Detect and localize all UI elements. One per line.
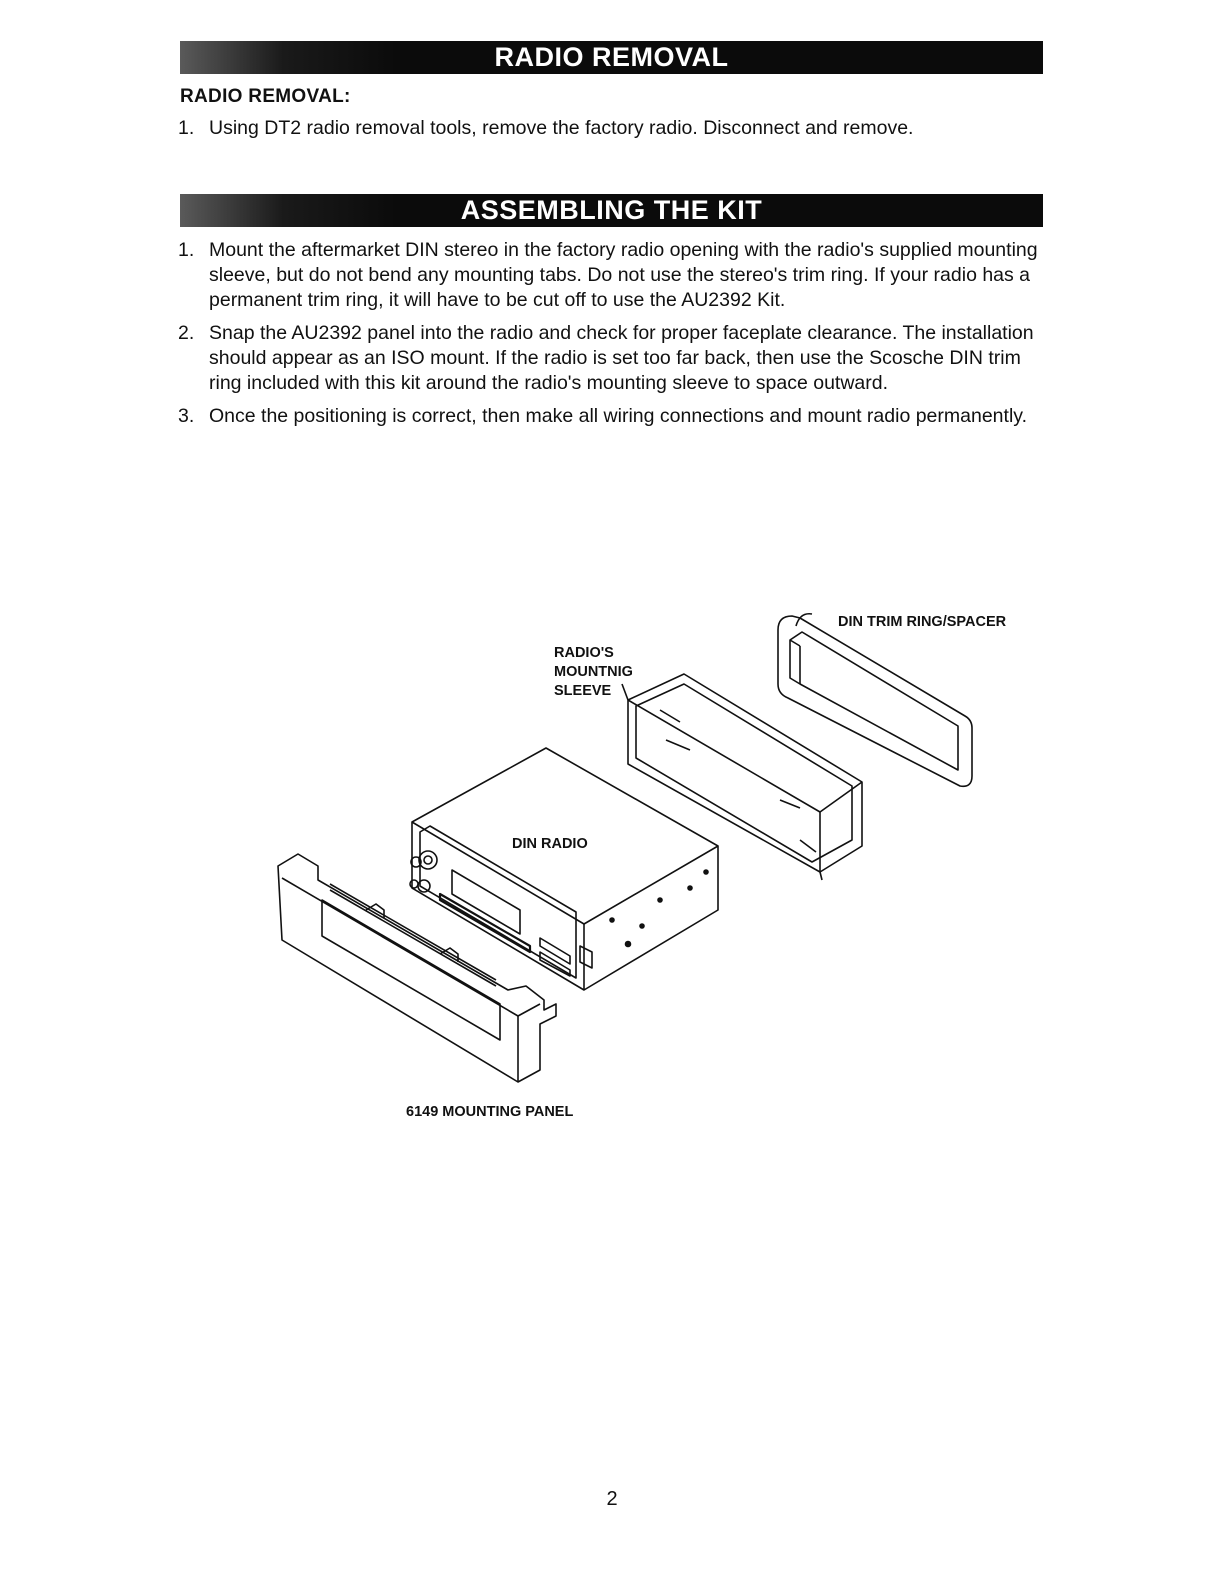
radio-removal-banner-title: RADIO REMOVAL [494,42,729,72]
mounting-panel-drawing [278,854,556,1082]
assembling-step: 2. Snap the AU2392 panel into the radio and check for proper faceplate clearance. The installation should appear as an ISO mount. If the radio is set too far back, then use the Scosche DIN trim ring included with this kit around the radio's mounting sleeve to space outward. [178,322,1034,394]
din-trim-ring-drawing [778,616,972,786]
page-number: 2 [606,1488,618,1510]
label-sleeve-line-2: MOUNTNIG [554,664,633,680]
label-sleeve-line-3: SLEEVE [554,683,612,699]
assembling-banner-title: ASSEMBLING THE KIT [460,195,763,225]
label-din-trim-ring: DIN TRIM RING/SPACER [838,614,1007,630]
radio-removal-step: 1. Using DT2 radio removal tools, remove the factory radio. Disconnect and remove. [178,117,914,139]
assembling-step: 3. Once the positioning is correct, then make all wiring connections and mount radio permanently. [178,405,1027,427]
label-din-radio: DIN RADIO [512,836,588,852]
label-mounting-panel: 6149 MOUNTING PANEL [406,1104,574,1120]
assembling-step: 1. Mount the aftermarket DIN stereo in the factory radio opening with the radio's supplied mounting sleeve, but do not bend any mounting tabs. Do not use the stereo's trim ring. If your radio has a permanent trim ring, it will have to be cut off to use the AU2392 Kit. [178,239,1038,311]
label-sleeve-line-1: RADIO'S [554,645,614,661]
din-radio-drawing [410,748,718,990]
mounting-sleeve-drawing [628,674,862,880]
radio-removal-subheading: RADIO REMOVAL: [180,86,351,107]
